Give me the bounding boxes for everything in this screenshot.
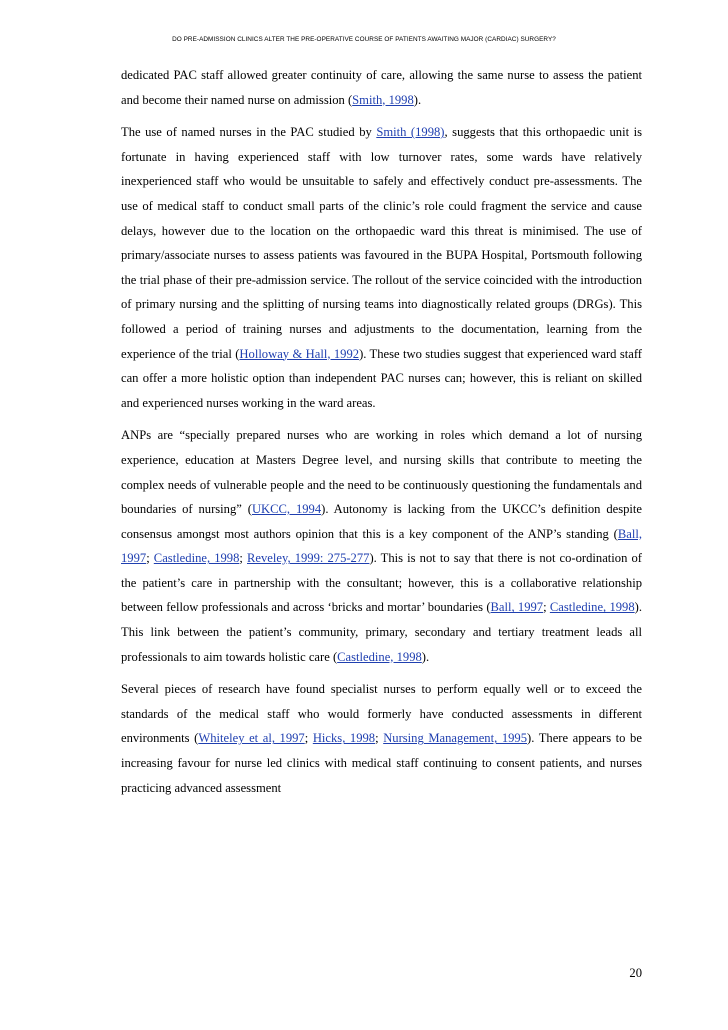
paragraph-text: ANPs are “specially prepared nurses who are working in roles which demand a lot of nursing experience, education at Masters Degree level, and nursing skills that contribute to meeting the complex needs of vulnerable people and the need to be continuously questioning the fundamentals and boundaries of nursing” (	[121, 428, 642, 517]
paragraph-text: ). This is not to say that there is not co-ordination of the patient’s care in partnership with the consultant; however, this is a collaborative relationship between fellow professionals and across ‘bricks and mortar’ boundaries (	[121, 551, 642, 615]
paragraph-text: ).	[413, 92, 422, 107]
citation-link[interactable]: Smith, 1998	[352, 92, 414, 107]
citation-link[interactable]: UKCC, 1994	[251, 502, 322, 517]
paragraph-text: ). Autonomy is lacking from the UKCC’s definition despite consensus amongst most authors opinion that this is a key component of the ANP’s standing (	[121, 502, 642, 541]
paragraph-text: ;	[543, 600, 550, 615]
paragraph	[121, 423, 642, 669]
paragraph-text: ;	[304, 731, 313, 746]
paragraph-text: ). There appears to be increasing favour for nurse led clinics with medical staff continuing to consent patients, and nurses practicing advanced assessment	[121, 731, 642, 795]
body-text	[121, 63, 642, 808]
citation-link[interactable]: Castledine, 1998	[549, 600, 635, 615]
running-header: DO PRE-ADMISSION CLINICS ALTER THE PRE-OPERATIVE COURSE OF PATIENTS AWAITING MAJOR (CARDIAC) SURGERY?	[172, 36, 556, 43]
paragraph-text: ;	[239, 551, 247, 566]
paragraph-text: ). These two studies suggest that experienced ward staff can offer a more holistic option than independent PAC nurses can; however, this is reliant on skilled and experienced nurses working in the ward areas.	[121, 346, 642, 410]
citation-link[interactable]: Nursing Management, 1995	[383, 731, 528, 746]
citation-link[interactable]: Ball, 1997	[490, 600, 544, 615]
citation-link[interactable]: Holloway & Hall, 1992	[239, 346, 360, 361]
paragraph	[121, 63, 642, 112]
paragraph	[121, 120, 642, 415]
paragraph-text: dedicated PAC staff allowed greater continuity of care, allowing the same nurse to assess the patient and become their named nurse on admission (	[121, 68, 642, 107]
citation-link[interactable]: Castledine, 1998	[337, 649, 422, 664]
citation-link[interactable]: Ball, 1997	[121, 526, 642, 566]
paragraph-text: Several pieces of research have found specialist nurses to perform equally well or to exceed the standards of the medical staff who would formerly have conducted assessments in different environments (	[121, 682, 642, 746]
paragraph-text: ).	[421, 649, 430, 664]
paragraph-text: ;	[146, 551, 154, 566]
page-number: 20	[629, 966, 642, 980]
citation-link[interactable]: Castledine, 1998	[153, 551, 240, 566]
citation-link[interactable]: Reveley, 1999: 275-277	[247, 551, 370, 566]
citation-link[interactable]: Smith (1998)	[376, 125, 445, 140]
paragraph-text: , suggests that this orthopaedic unit is fortunate in having experienced staff with low turnover rates, some wards have relatively inexperienced staff who would be unsuitable to safely and effectively conduct pre-assessments. The use of medical staff to conduct small parts of the clinic’s role could fragment the service and cause delays, however due to the location on the orthopaedic ward this threat is minimised. The use of primary/associate nurses to assess patients was favoured in the BUPA Hospital, Portsmouth following the trial phase of their pre-admission service. The rollout of the service coincided with the introduction of primary nursing and the splitting of nursing teams into diagnostically related groups (DRGs). This followed a period of training nurses and adjustments to the documentation, learning from the experience of the trial (	[121, 125, 642, 361]
paragraph	[121, 677, 642, 800]
citation-link[interactable]: Whiteley et al, 1997	[198, 731, 305, 746]
paragraph-text: The use of named nurses in the PAC studied by	[121, 125, 377, 140]
paragraph-text: ). This link between the patient’s community, primary, secondary and tertiary treatment leads all professionals to aim towards holistic care (	[121, 600, 642, 664]
citation-link[interactable]: Hicks, 1998	[312, 731, 376, 746]
paragraph-text: ;	[375, 731, 384, 746]
